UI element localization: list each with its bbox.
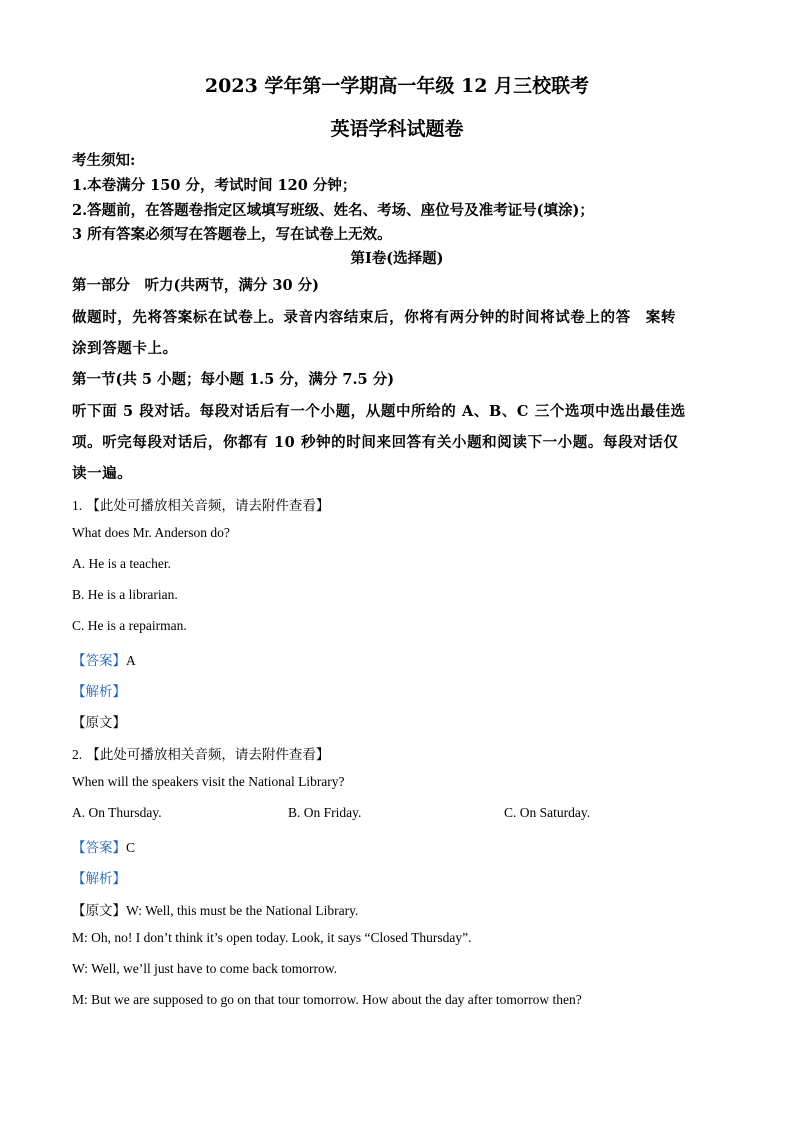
audio-link[interactable]: 【此处可播放相关音频，请去附件查看】 — [86, 747, 330, 763]
question-2-header — [72, 743, 329, 763]
option-a[interactable]: A. On Thursday. — [72, 805, 162, 820]
part1-instruction: 涂到答题卡上。 — [72, 340, 178, 357]
answer-line — [72, 836, 135, 856]
answer-tag: 【答案】 — [72, 840, 126, 856]
part1-heading: 第一部分 听力(共两节，满分 30 分) — [72, 277, 319, 294]
transcript-line: M: But we are supposed to go on that tour tomorrow. How about the day after tomorrow then? — [72, 992, 582, 1007]
notice-heading: 考生须知: — [72, 152, 136, 169]
notice-item: 3 所有答案必须写在答题卷上，写在试卷上无效。 — [72, 226, 392, 243]
analysis-tag: 【解析】 — [72, 871, 126, 887]
section-title: 第Ⅰ卷(选择题) — [350, 250, 444, 267]
part1-instruction: 做题时，先将答案标在试卷上。录音内容结束后，你将有两分钟的时间将试卷上的答 案转 — [72, 309, 676, 326]
answer-tag: 【答案】 — [72, 653, 126, 669]
page-subtitle: 英语学科试题卷 — [330, 118, 464, 140]
answer-line — [72, 649, 136, 669]
option-c[interactable]: C. He is a repairman. — [72, 618, 187, 633]
audio-link[interactable]: 【此处可播放相关音频，请去附件查看】 — [86, 498, 330, 514]
option-c[interactable]: C. On Saturday. — [504, 805, 591, 820]
transcript-line: W: Well, we’ll just have to come back tomorrow. — [72, 961, 337, 976]
section1-instruction: 项。听完每段对话后，你都有 10 秒钟的时间来回答有关小题和阅读下一小题。每段对话仅 — [72, 434, 679, 451]
question-text: What does Mr. Anderson do? — [72, 525, 230, 540]
answer-value: A — [126, 653, 136, 668]
question-number: 1. — [72, 498, 83, 513]
option-a[interactable]: A. He is a teacher. — [72, 556, 171, 571]
question-1-header — [72, 494, 329, 514]
transcript-line — [72, 899, 358, 919]
analysis-tag: 【解析】 — [72, 684, 126, 700]
original-tag: 【原文】 — [72, 903, 126, 919]
question-text: When will the speakers visit the National Library? — [72, 774, 345, 789]
section1-heading: 第一节(共 5 小题；每小题 1.5 分，满分 7.5 分) — [72, 371, 395, 388]
option-b[interactable]: B. He is a librarian. — [72, 587, 178, 602]
original-tag: 【原文】 — [72, 715, 126, 731]
transcript-line: M: Oh, no! I don’t think it’s open today. Look, it says “Closed Thursday”. — [72, 930, 472, 945]
section1-instruction: 读一遍。 — [72, 465, 133, 482]
transcript-text: W: Well, this must be the National Library. — [126, 903, 359, 918]
page-title: 2023 学年第一学期高一年级 12 月三校联考 — [204, 75, 590, 97]
section1-instruction: 听下面 5 段对话。每段对话后有一个小题，从题中所给的 A、B、C 三个选项中选出最佳选 — [72, 403, 686, 420]
answer-value: C — [126, 840, 136, 855]
notice-item: 2.答题前，在答题卷指定区域填写班级、姓名、考场、座位号及准考证号(填涂)； — [72, 202, 594, 219]
option-b[interactable]: B. On Friday. — [288, 805, 362, 820]
question-number: 2. — [72, 747, 83, 762]
notice-item: 1.本卷满分 150 分，考试时间 120 分钟； — [72, 177, 357, 194]
